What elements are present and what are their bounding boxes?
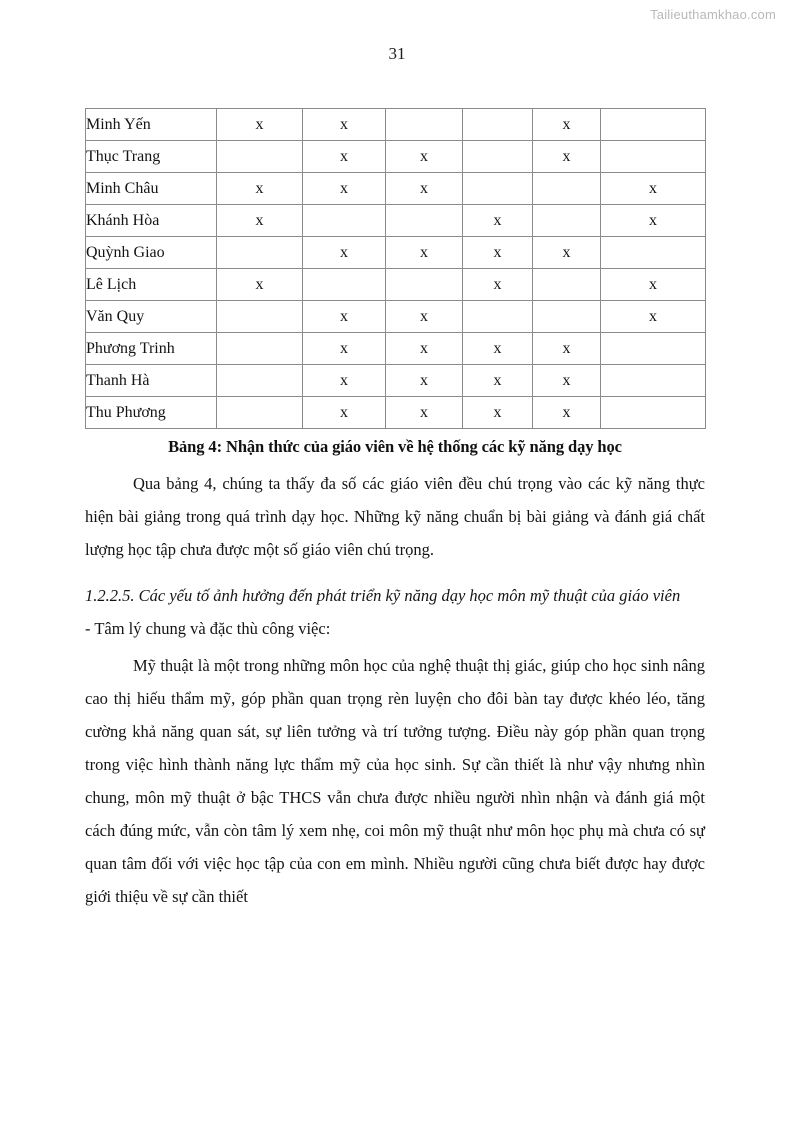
table-row xyxy=(86,397,706,429)
teacher-name-cell: Văn Quy xyxy=(86,301,217,333)
skill-mark-cell: x xyxy=(217,173,303,205)
skill-mark-cell: x xyxy=(601,173,706,205)
table-row xyxy=(86,109,706,141)
skill-mark-cell xyxy=(533,205,601,237)
skill-mark-cell: x xyxy=(217,205,303,237)
skill-mark-cell xyxy=(217,237,303,269)
skill-mark-cell xyxy=(217,141,303,173)
skill-mark-cell xyxy=(386,269,463,301)
skill-mark-cell xyxy=(601,141,706,173)
skill-mark-cell xyxy=(463,109,533,141)
skill-mark-cell xyxy=(303,205,386,237)
skill-mark-cell: x xyxy=(463,397,533,429)
skill-mark-cell xyxy=(217,301,303,333)
skill-mark-cell: x xyxy=(601,205,706,237)
teacher-name-cell: Lê Lịch xyxy=(86,269,217,301)
teacher-name-cell: Quỳnh Giao xyxy=(86,237,217,269)
skill-mark-cell: x xyxy=(463,333,533,365)
table-row xyxy=(86,141,706,173)
skill-mark-cell xyxy=(463,301,533,333)
table-body xyxy=(86,109,706,429)
skills-awareness-table xyxy=(85,108,706,429)
skill-mark-cell xyxy=(217,397,303,429)
teacher-name-cell: Thu Phương xyxy=(86,397,217,429)
skill-mark-cell: x xyxy=(533,397,601,429)
skill-mark-cell: x xyxy=(533,365,601,397)
table-row xyxy=(86,365,706,397)
table-row xyxy=(86,205,706,237)
skill-mark-cell: x xyxy=(303,333,386,365)
teacher-name-cell: Thanh Hà xyxy=(86,365,217,397)
skill-mark-cell: x xyxy=(463,237,533,269)
skill-mark-cell: x xyxy=(386,141,463,173)
page-number: 31 xyxy=(388,44,406,63)
skill-mark-cell xyxy=(601,109,706,141)
skill-mark-cell: x xyxy=(303,141,386,173)
teacher-name-cell: Minh Châu xyxy=(86,173,217,205)
section-heading-1-2-2-5: 1.2.2.5. Các yếu tố ảnh hưởng đến phát triển kỹ năng dạy học môn mỹ thuật của giáo viên xyxy=(85,586,681,605)
bullet-psychology-item: - Tâm lý chung và đặc thù công việc: xyxy=(85,619,331,638)
skill-mark-cell: x xyxy=(601,301,706,333)
skill-mark-cell: x xyxy=(303,397,386,429)
skill-mark-cell: x xyxy=(533,333,601,365)
skill-mark-cell: x xyxy=(386,365,463,397)
skill-mark-cell xyxy=(601,365,706,397)
table-row xyxy=(86,269,706,301)
skill-mark-cell xyxy=(386,109,463,141)
skill-mark-cell xyxy=(601,237,706,269)
skill-mark-cell: x xyxy=(533,141,601,173)
skill-mark-cell xyxy=(217,333,303,365)
paragraph-analysis: Qua bảng 4, chúng ta thấy đa số các giáo viên đều chú trọng vào các kỹ năng thực hiện bài giảng trong quá trình dạy học. Những kỹ năng chuẩn bị bài giảng và đánh giá chất lượng học tập chưa được một số giáo viên chú trọng. xyxy=(85,474,705,559)
skill-mark-cell: x xyxy=(601,269,706,301)
skill-mark-cell: x xyxy=(217,269,303,301)
teacher-name-cell: Phương Trinh xyxy=(86,333,217,365)
skill-mark-cell: x xyxy=(386,301,463,333)
skill-mark-cell xyxy=(601,333,706,365)
skill-mark-cell xyxy=(303,269,386,301)
skill-mark-cell: x xyxy=(303,237,386,269)
skill-mark-cell: x xyxy=(533,237,601,269)
skill-mark-cell xyxy=(533,173,601,205)
skill-mark-cell: x xyxy=(463,205,533,237)
table-row xyxy=(86,237,706,269)
skill-mark-cell: x xyxy=(303,365,386,397)
skill-mark-cell: x xyxy=(303,301,386,333)
skill-mark-cell xyxy=(217,365,303,397)
skill-mark-cell: x xyxy=(386,397,463,429)
table-row xyxy=(86,173,706,205)
skill-mark-cell: x xyxy=(463,365,533,397)
skill-mark-cell: x xyxy=(386,333,463,365)
teacher-name-cell: Khánh Hòa xyxy=(86,205,217,237)
skill-mark-cell xyxy=(463,173,533,205)
skill-mark-cell xyxy=(533,269,601,301)
skill-mark-cell: x xyxy=(463,269,533,301)
skill-mark-cell: x xyxy=(386,237,463,269)
skill-mark-cell: x xyxy=(533,109,601,141)
teacher-name-cell: Thục Trang xyxy=(86,141,217,173)
site-watermark: Tailieuthamkhao.com xyxy=(650,7,776,22)
skill-mark-cell: x xyxy=(303,173,386,205)
table-caption: Bảng 4: Nhận thức của giáo viên về hệ thống các kỹ năng dạy học xyxy=(168,437,622,456)
skill-mark-cell: x xyxy=(386,173,463,205)
table-row xyxy=(86,333,706,365)
paragraph-fine-arts: Mỹ thuật là một trong những môn học của nghệ thuật thị giác, giúp cho học sinh nâng cao thị hiếu thẩm mỹ, góp phần quan trọng rèn luyện cho đôi bàn tay được khéo léo, tăng cường khả năng quan sát, sự liên tưởng và trí tưởng tượng. Điều này góp phần quan trọng trong việc hình thành năng lực thẩm mỹ của học sinh. Sự cần thiết là như vậy nhưng nhìn chung, môn mỹ thuật ở bậc THCS vẫn chưa được nhiều người nhìn nhận và đánh giá một cách đúng mức, vẫn còn tâm lý xem nhẹ, coi môn mỹ thuật như môn học phụ mà chưa có sự quan tâm đối với việc học tập của con em mình. Nhiều người cũng chưa biết được hay được giới thiệu về sự cần thiết xyxy=(85,656,705,906)
skill-mark-cell: x xyxy=(303,109,386,141)
table-row xyxy=(86,301,706,333)
page-content xyxy=(85,108,705,913)
skill-mark-cell xyxy=(386,205,463,237)
skill-mark-cell: x xyxy=(217,109,303,141)
skill-mark-cell xyxy=(533,301,601,333)
skill-mark-cell xyxy=(601,397,706,429)
spacer xyxy=(85,457,705,467)
skill-mark-cell xyxy=(463,141,533,173)
teacher-name-cell: Minh Yến xyxy=(86,109,217,141)
